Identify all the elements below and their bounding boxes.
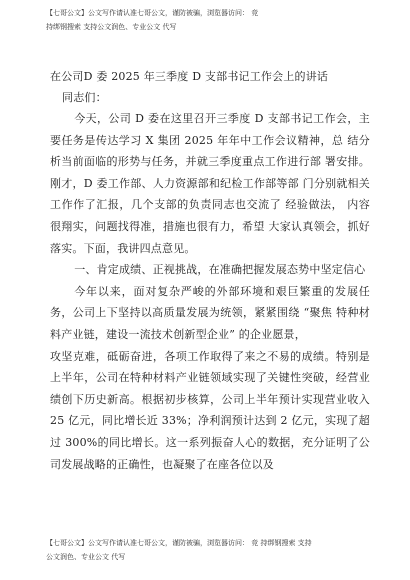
document-body: [50, 66, 370, 475]
footer-ad-line-2: 公文润色、专业公文 代写: [46, 553, 126, 561]
section-heading-1: 一、肯定成绩、正视挑战，在准确把握发展态势中坚定信心: [74, 263, 366, 277]
speech-title: 在公司D 委 2025 年三季度 D 支部书记工作会上的讲话: [50, 70, 329, 83]
header-ad-line-1: 【七哥公文】公文写作请认准七哥公文，谨防被骗，浏览器访问： 竞: [46, 9, 259, 17]
section-1-paragraph-2: 攻坚克难，砥砺奋进，各项工作取得了来之不易的成绩。特别是上半年，公司在特种材料产业链领域实现了关键性突破，经营业绩创下历史新高。根据初步核算，公司上半年预计实现营业收入 25 亿元，同比增长近 33%；净利润预计达到 2 亿元，实现了超过 300%的同比增长。这一系列振奋人心的数据，充分证明了公司发展战略的正确性，也凝聚了在座各位以及: [50, 349, 370, 471]
header-ad-line-2: 持绑钢搜索 支持公文润色、专业公文 代写: [46, 23, 177, 31]
section-1-paragraph-1: 今年以来，面对复杂严峻的外部环境和艰巨繁重的发展任务，公司上下坚持以高质量发展为统领，紧紧围绕 “聚焦 特种材料产业链，建设一流技术创新型企业” 的企业愿景，: [50, 284, 370, 341]
footer-ad-line-1: 【七哥公文】公文写作请认准七哥公文，谨防被骗，浏览器访问： 竞 持绑钢搜索 支持: [46, 539, 312, 547]
intro-paragraph: 今天，公司 D 委在这里召开三季度 D 支部书记工作会，主要任务是传达学习 X 集团 2025 年年中工作会议精神，总 结分析当前面临的形势与任务，并就三季度重点工作进行部 署安排。 刚才，D 委工作部、人力资源部和纪检工作部等部 门分别就相关工作作了汇报，几个支部的负责同志也交流了 经验做法， 内容很翔实，问题找得准，措施也很有力，希望 大家认真领会，抓好落实。下面，我讲四点意见。: [50, 112, 370, 255]
salutation: 同志们：: [62, 91, 107, 104]
page-header-ad: [46, 6, 376, 34]
page-footer-ad: [46, 536, 376, 564]
